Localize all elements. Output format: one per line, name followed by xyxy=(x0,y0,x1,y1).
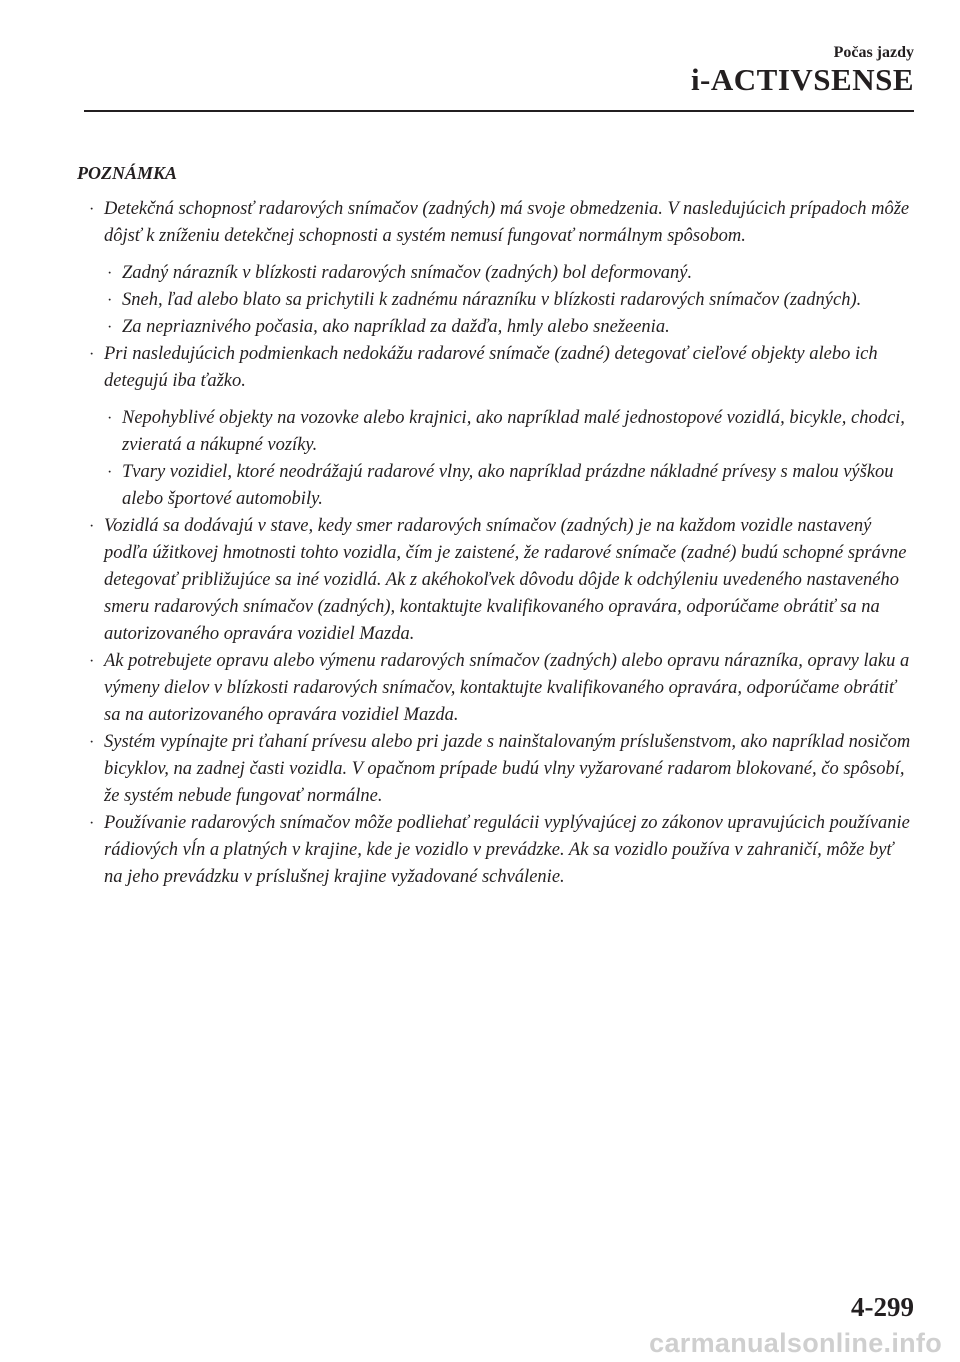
list-item-text: Systém vypínajte pri ťahaní prívesu alebo pri jazde s nainštalovaným príslušenstvom, ako napríklad nosičom bicyklov, na zadnej časti vozidla. V opačnom prípade budú vlny vyžarované radarom blokované, čo spôsobí, že systém nebude fungovať normálne. xyxy=(104,732,911,806)
bullet-icon: · xyxy=(89,518,95,535)
bullet-icon: · xyxy=(89,653,95,670)
note-body xyxy=(86,196,916,891)
list-item xyxy=(86,341,916,395)
list-item xyxy=(86,729,916,810)
list-item-text: Za nepriaznivého počasia, ako napríklad za dažďa, hmly alebo snežeenia. xyxy=(122,317,670,337)
list-item xyxy=(104,287,916,314)
bullet-icon: · xyxy=(89,815,95,832)
list-item xyxy=(104,314,916,341)
bullet-icon: · xyxy=(107,319,113,336)
list-item-text: Tvary vozidiel, ktoré neodrážajú radarové vlny, ako napríklad prázdne nákladné prívesy s malou výškou alebo športové automobily. xyxy=(122,462,894,509)
bullet-icon: · xyxy=(89,346,95,363)
list-item xyxy=(104,405,916,459)
list-item-text: Nepohyblivé objekty na vozovke alebo krajnici, ako napríklad malé jednostopové vozidlá, bicykle, chodci, zvieratá a nákupné vozíky. xyxy=(122,408,905,455)
bullet-icon: · xyxy=(89,734,95,751)
list-item xyxy=(86,810,916,891)
note-heading: POZNÁMKA xyxy=(77,163,178,183)
chapter-title: i-ACTIVSENSE xyxy=(690,62,914,97)
list-item-text: Pri nasledujúcich podmienkach nedokážu radarové snímače (zadné) detegovať cieľové objekty alebo ich detegujú iba ťažko. xyxy=(104,344,878,391)
list-item-text: Používanie radarových snímačov môže podliehať regulácii vyplývajúcej zo zákonov upravujúcich používanie rádiových vĺn a platných v krajine, kde je vozidlo v prevádzke. Ak sa vozidlo používa v zahraničí, môže byť na jeho prevádzku v príslušnej krajine vyžadované schválenie. xyxy=(104,813,910,887)
list-item-text: Zadný nárazník v blízkosti radarových snímačov (zadných) bol deformovaný. xyxy=(122,263,693,283)
list-item xyxy=(104,459,916,513)
watermark: carmanualsonline.info xyxy=(649,1328,942,1358)
section-title: Počas jazdy xyxy=(833,44,914,61)
list-item xyxy=(104,260,916,287)
list-item xyxy=(86,196,916,250)
list-item xyxy=(86,648,916,729)
bullet-icon: · xyxy=(107,292,113,309)
list-item-text: Ak potrebujete opravu alebo výmenu radarových snímačov (zadných) alebo opravu nárazníka, opravy laku a výmeny dielov v blízkosti radarových snímačov, kontaktujte kvalifikovaného opravára, odporúčame obrátiť sa na autorizovaného opravára vozidiel Mazda. xyxy=(104,651,910,725)
header-divider xyxy=(84,110,914,112)
bullet-icon: · xyxy=(107,464,113,481)
page-number: 4-299 xyxy=(851,1292,914,1322)
bullet-icon: · xyxy=(107,410,113,427)
bullet-icon: · xyxy=(89,201,95,218)
list-item-text: Vozidlá sa dodávajú v stave, kedy smer radarových snímačov (zadných) je na každom vozidle nastavený podľa úžitkovej hmotnosti tohto vozidla, čím je zaistené, že radarové snímače (zadné) budú schopné správne detegovať približujúce sa iné vozidlá. Ak z akéhokoľvek dôvodu dôjde k odchýleniu uvedeného nastaveného smeru radarových snímačov (zadných), kontaktujte kvalifikovaného opravára, odporúčame obrátiť sa na autorizovaného opravára vozidiel Mazda. xyxy=(104,516,907,644)
list-item xyxy=(86,513,916,648)
bullet-icon: · xyxy=(107,265,113,282)
list-item-text: Detekčná schopnosť radarových snímačov (zadných) má svoje obmedzenia. V nasledujúcich prípadoch môže dôjsť k zníženiu detekčnej schopnosti a systém nemusí fungovať normálnym spôsobom. xyxy=(104,199,910,246)
list-item-text: Sneh, ľad alebo blato sa prichytili k zadnému nárazníku v blízkosti radarových snímačov (zadných). xyxy=(122,290,862,310)
